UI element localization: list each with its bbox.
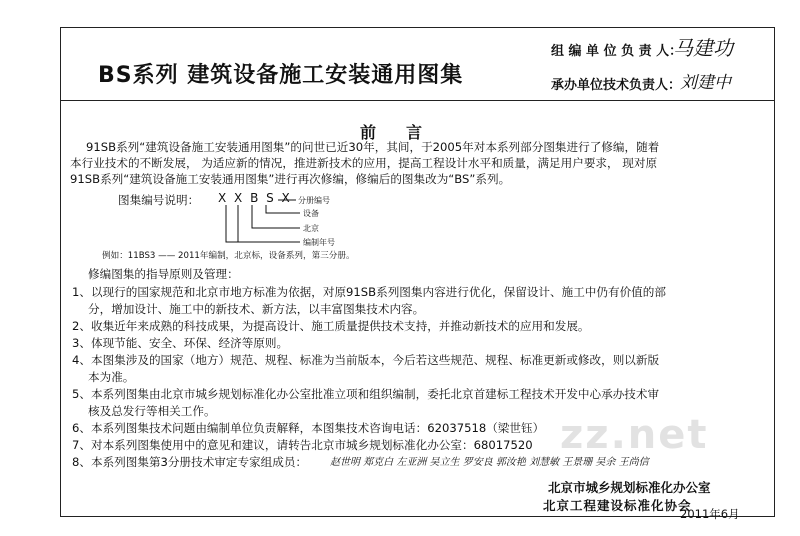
preface-heading: 前言 <box>360 123 453 142</box>
principle-line: 5、本系列图集由北京市城乡规划标准化办公室批准立项和组织编制，委托北京首建标工程技术开发中心承办技术审 <box>72 387 660 401</box>
numbering-label: 图集编号说明： <box>118 193 200 207</box>
preface-line: 91SB系列“建筑设备施工安装通用图集”的问世已近30年，其间，于2005年对本系列部分图集进行了修编，随着 <box>86 140 660 154</box>
principle-line: 7、对本系列图集使用中的意见和建议，请转告北京市城乡规划标准化办公室：68017520 <box>72 438 533 452</box>
principle-line: 本为准。 <box>88 370 135 384</box>
principle-line: 6、本系列图集技术问题由编制单位负责解释，本图集技术咨询电话：62037518（梁世钰） <box>72 421 545 435</box>
footer-date: 2011年6月 <box>680 507 740 521</box>
org-lead-label: 组 编 单 位 负 责 人： <box>551 44 683 59</box>
expert-signatures: 赵世明 郑克白 左亚洲 吴立生 罗安良 郭汝艳 刘慧敏 王景珊 吴余 王尚信 <box>330 457 649 468</box>
series-title: BS系列 建筑设备施工安装通用图集 <box>98 63 464 88</box>
principle-line: 4、本图集涉及的国家（地方）规范、规程、标准为当前版本，今后若这些规范、规程、标准更新或修改，则以新版 <box>72 353 660 367</box>
principle-line: 核及总发行等相关工作。 <box>88 404 216 418</box>
connector-line <box>226 205 300 242</box>
numbering-code: X X B S X <box>218 191 292 205</box>
tech-lead-signature: 刘建中 <box>680 73 731 93</box>
footer-org-1: 北京市城乡规划标准化办公室 <box>548 480 711 495</box>
preface-line: 91SB系列“建筑设备施工安装通用图集”进行再次修编，修编后的图集改为“BS”系列。 <box>70 172 511 186</box>
part-beijing: 北京 <box>303 224 319 233</box>
footer-org-2: 北京工程建设标准化协会 <box>543 498 692 513</box>
numbering-example: 例如：11BS3 —— 2011年编制，北京标，设备系列，第三分册。 <box>102 251 355 261</box>
principle-line: 3、体现节能、安全、环保、经济等原则。 <box>72 336 289 350</box>
part-equipment: 设备 <box>303 209 319 218</box>
watermark-text: zz.net <box>560 412 709 458</box>
org-lead-signature: 马建功 <box>673 36 733 60</box>
connector-line <box>266 205 300 213</box>
connector-line <box>252 205 300 228</box>
principle-line: 8、本系列图集第3分册技术审定专家组成员： <box>72 455 308 469</box>
part-year: 编制年号 <box>303 238 335 247</box>
part-volume: 分册编号 <box>298 196 330 205</box>
principles-title: 修编图集的指导原则及管理： <box>88 267 239 281</box>
preface-line: 本行业技术的不断发展， 为适应新的情况，推进新技术的应用，提高工程设计水平和质量，满足用户要求， 现对原 <box>70 156 658 170</box>
tech-lead-label: 承办单位技术负责人： <box>551 78 682 93</box>
principle-line: 1、以现行的国家规范和北京市地方标准为依据，对原91SB系列图集内容进行优化，保留设计、施工中仍有价值的部 <box>72 285 666 299</box>
principle-line: 2、收集近年来成熟的科技成果，为提高设计、施工质量提供技术支持，并推动新技术的应用和发展。 <box>72 319 590 333</box>
principle-line: 分，增加设计、施工中的新技术、新方法，以丰富图集技术内容。 <box>88 302 425 316</box>
